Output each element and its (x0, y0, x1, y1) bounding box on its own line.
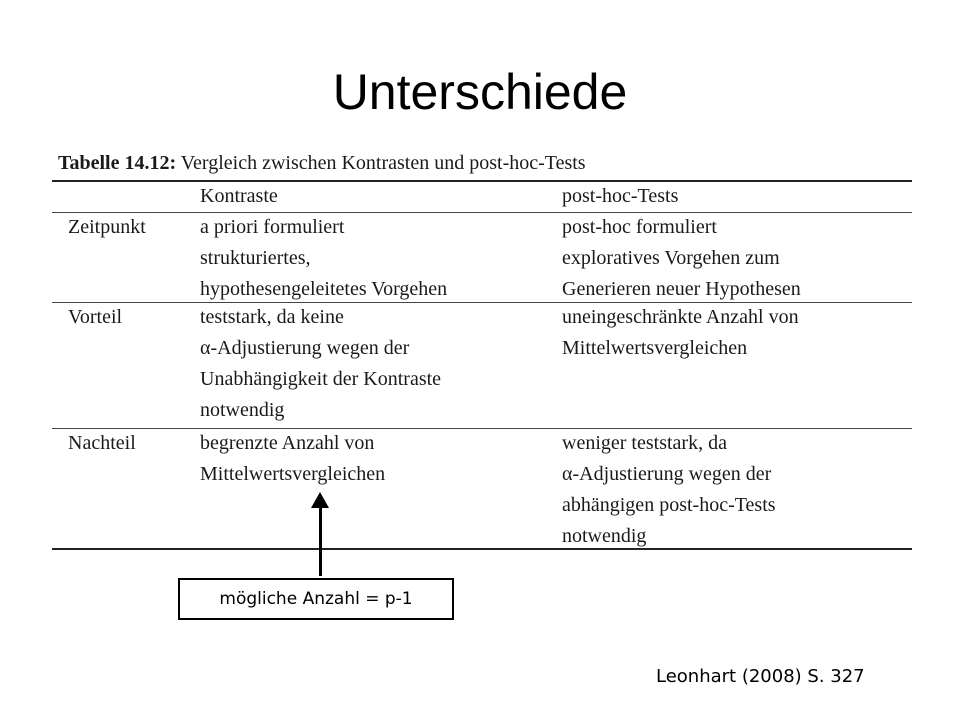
cell-line: Generieren neuer Hypothesen (562, 278, 801, 300)
cell-line: a priori formuliert (200, 216, 345, 238)
cell-zeitpunkt-kontraste (200, 212, 447, 305)
cell-line: uneingeschränkte Anzahl von (562, 306, 799, 328)
cell-line: α-Adjustierung wegen der (562, 463, 772, 485)
cell-line: begrenzte Anzahl von (200, 432, 375, 454)
cell-vorteil-kontraste (200, 302, 441, 426)
table-rule-bottom (52, 548, 912, 550)
comparison-table (52, 148, 912, 556)
row-label-nachteil: Nachteil (68, 432, 136, 454)
cell-vorteil-posthoc (562, 302, 799, 364)
cell-line: notwendig (200, 399, 285, 421)
cell-line: Mittelwertsvergleichen (562, 337, 748, 359)
cell-nachteil-posthoc (562, 428, 776, 552)
cell-line: exploratives Vorgehen zum (562, 247, 780, 269)
cell-line: Mittelwertsvergleichen (200, 463, 386, 485)
cell-line: abhängigen post-hoc-Tests (562, 494, 776, 516)
cell-line: weniger teststark, da (562, 432, 727, 454)
table-rule-row-2 (52, 428, 912, 429)
row-label-vorteil: Vorteil (68, 306, 123, 328)
cell-line: Unabhängigkeit der Kontraste (200, 368, 442, 390)
cell-line: post-hoc formuliert (562, 216, 717, 238)
annotation-label: mögliche Anzahl = p-1 (219, 589, 413, 609)
table-caption-number: Tabelle 14.12: (58, 152, 177, 174)
cell-line: notwendig (562, 525, 647, 547)
header-kontraste: Kontraste (200, 185, 278, 207)
table-caption (58, 152, 586, 175)
cell-zeitpunkt-posthoc (562, 212, 801, 305)
annotation-arrow (319, 500, 322, 576)
cell-line: α-Adjustierung wegen der (200, 337, 410, 359)
cell-line: strukturiertes, (200, 247, 311, 269)
row-label-zeitpunkt: Zeitpunkt (68, 216, 146, 238)
slide-title: Unterschiede (332, 64, 628, 120)
cell-line: teststark, da keine (200, 306, 344, 328)
table-caption-text: Vergleich zwischen Kontrasten und post-hoc-Tests (180, 152, 586, 174)
source-citation: Leonhart (2008) S. 327 (656, 666, 865, 687)
table-rule-top (52, 180, 912, 182)
header-post-hoc-tests: post-hoc-Tests (562, 185, 679, 207)
cell-nachteil-kontraste (200, 428, 385, 490)
cell-line: hypothesengeleitetes Vorgehen (200, 278, 448, 300)
annotation-box (178, 578, 454, 620)
